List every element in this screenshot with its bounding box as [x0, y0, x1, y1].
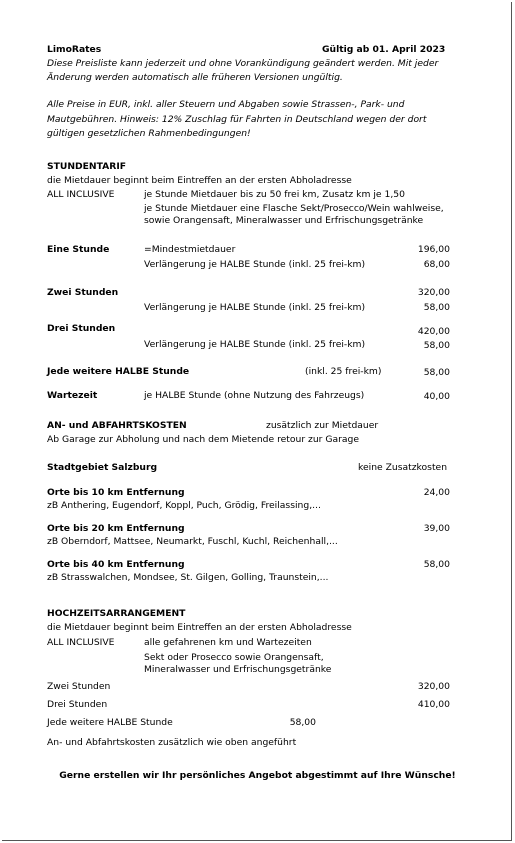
- zone-10km-examples: zB Anthering, Eugendorf, Koppl, Puch, Grödig, Freilassing,...: [47, 500, 321, 511]
- hochzeit-additional-price: 58,00: [289, 717, 316, 728]
- zone-40km-examples: zB Strasswalchen, Mondsee, St. Gilgen, Golling, Traunstein,...: [47, 572, 329, 583]
- hochzeit-additional-label: Jede weitere HALBE Stunde: [47, 717, 173, 728]
- one-hour-price: 196,00: [417, 244, 450, 255]
- three-hours-extension: Verlängerung je HALBE Stunde (inkl. 25 frei-km): [144, 339, 366, 350]
- note-line-4: Mautgebühren. Hinweis: 12% Zuschlag für Fahrten in Deutschland wegen der dort: [47, 114, 427, 125]
- waiting-time-price: 40,00: [423, 391, 450, 402]
- note-line-5: gültigen gesetzlichen Rahmenbedingungen!: [47, 128, 251, 139]
- three-hours-price: 420,00: [417, 326, 450, 337]
- hochzeit-two-hours-label: Zwei Stunden: [47, 681, 111, 692]
- one-hour-extension-price: 68,00: [423, 259, 450, 270]
- hochzeit-inclusive-line-1: alle gefahrenen km und Wartezeiten: [144, 637, 312, 648]
- hochzeit-two-hours-price: 320,00: [417, 681, 450, 692]
- zone-10km-price: 24,00: [423, 487, 450, 498]
- three-hours-label: Drei Stunden: [47, 323, 116, 334]
- hochzeit-inclusive-line-2: Sekt oder Prosecco sowie Orangensaft,: [144, 652, 324, 663]
- anfahrt-sub: Ab Garage zur Abholung und nach dem Mietende retour zur Garage: [47, 434, 360, 445]
- hochzeit-inclusive-line-3: Mineralwasser und Erfrischungsgetränke: [144, 664, 332, 675]
- city-label: Stadtgebiet Salzburg: [47, 462, 158, 473]
- section-title-hochzeit: HOCHZEITSARRANGEMENT: [47, 608, 186, 619]
- zone-20km-label: Orte bis 20 km Entfernung: [47, 523, 185, 534]
- two-hours-price: 320,00: [417, 287, 450, 298]
- footer-offer: Gerne erstellen wir Ihr persönliches Angebot abgestimmt auf Ihre Wünsche!: [59, 770, 456, 781]
- company-name: LimoRates: [47, 44, 102, 55]
- additional-half-hour-label: Jede weitere HALBE Stunde: [47, 366, 190, 377]
- hochzeit-three-hours-label: Drei Stunden: [47, 699, 108, 710]
- note-line-3: Alle Preise in EUR, inkl. aller Steuern und Abgaben sowie Strassen-, Park- und: [47, 99, 405, 110]
- additional-half-hour-price: 58,00: [423, 367, 450, 378]
- zone-20km-examples: zB Oberndorf, Mattsee, Neumarkt, Fuschl, Kuchl, Reichenhall,...: [47, 536, 338, 547]
- anfahrt-note: zusätzlich zur Mietdauer: [266, 420, 379, 431]
- inclusive-line-3: sowie Orangensaft, Mineralwasser und Erfrischungsgetränke: [144, 215, 424, 226]
- zone-20km-price: 39,00: [423, 523, 450, 534]
- all-inclusive-label: ALL INCLUSIVE: [47, 189, 115, 200]
- zone-40km-label: Orte bis 40 km Entfernung: [47, 559, 185, 570]
- three-hours-extension-price: 58,00: [423, 340, 450, 351]
- city-note: keine Zusatzkosten: [358, 462, 448, 473]
- note-line-2: Änderung werden automatisch alle früheren Versionen ungültig.: [47, 72, 343, 83]
- one-hour-extension: Verlängerung je HALBE Stunde (inkl. 25 frei-km): [144, 259, 366, 270]
- inclusive-line-1: je Stunde Mietdauer bis zu 50 frei km, Zusatz km je 1,50: [144, 189, 405, 200]
- zone-40km-price: 58,00: [423, 559, 450, 570]
- hochzeit-three-hours-price: 410,00: [417, 699, 450, 710]
- stundentarif-sub: die Mietdauer beginnt beim Eintreffen an der ersten Abholadresse: [47, 175, 352, 186]
- one-hour-desc: =Mindestmietdauer: [144, 244, 236, 255]
- section-title-anfahrt: AN- und ABFAHRTSKOSTEN: [47, 420, 187, 431]
- two-hours-extension: Verlängerung je HALBE Stunde (inkl. 25 frei-km): [144, 302, 366, 313]
- valid-date: Gültig ab 01. April 2023: [322, 44, 446, 55]
- section-title-stundentarif: STUNDENTARIF: [47, 161, 127, 172]
- waiting-time-desc: je HALBE Stunde (ohne Nutzung des Fahrzeugs): [144, 390, 365, 401]
- two-hours-label: Zwei Stunden: [47, 287, 119, 298]
- one-hour-label: Eine Stunde: [47, 244, 110, 255]
- waiting-time-label: Wartezeit: [47, 390, 98, 401]
- additional-half-hour-desc: (inkl. 25 frei-km): [305, 366, 382, 377]
- zone-10km-label: Orte bis 10 km Entfernung: [47, 487, 185, 498]
- hochzeit-note: An- und Abfahrtskosten zusätzlich wie oben angeführt: [47, 737, 297, 748]
- note-line-1: Diese Preisliste kann jederzeit und ohne Vorankündigung geändert werden. Mit jeder: [47, 58, 439, 69]
- hochzeit-inclusive-label: ALL INCLUSIVE: [47, 637, 115, 648]
- inclusive-line-2: je Stunde Mietdauer eine Flasche Sekt/Prosecco/Wein wahlweise,: [144, 203, 444, 214]
- two-hours-extension-price: 58,00: [423, 302, 450, 313]
- hochzeit-sub: die Mietdauer beginnt beim Eintreffen an der ersten Abholadresse: [47, 622, 352, 633]
